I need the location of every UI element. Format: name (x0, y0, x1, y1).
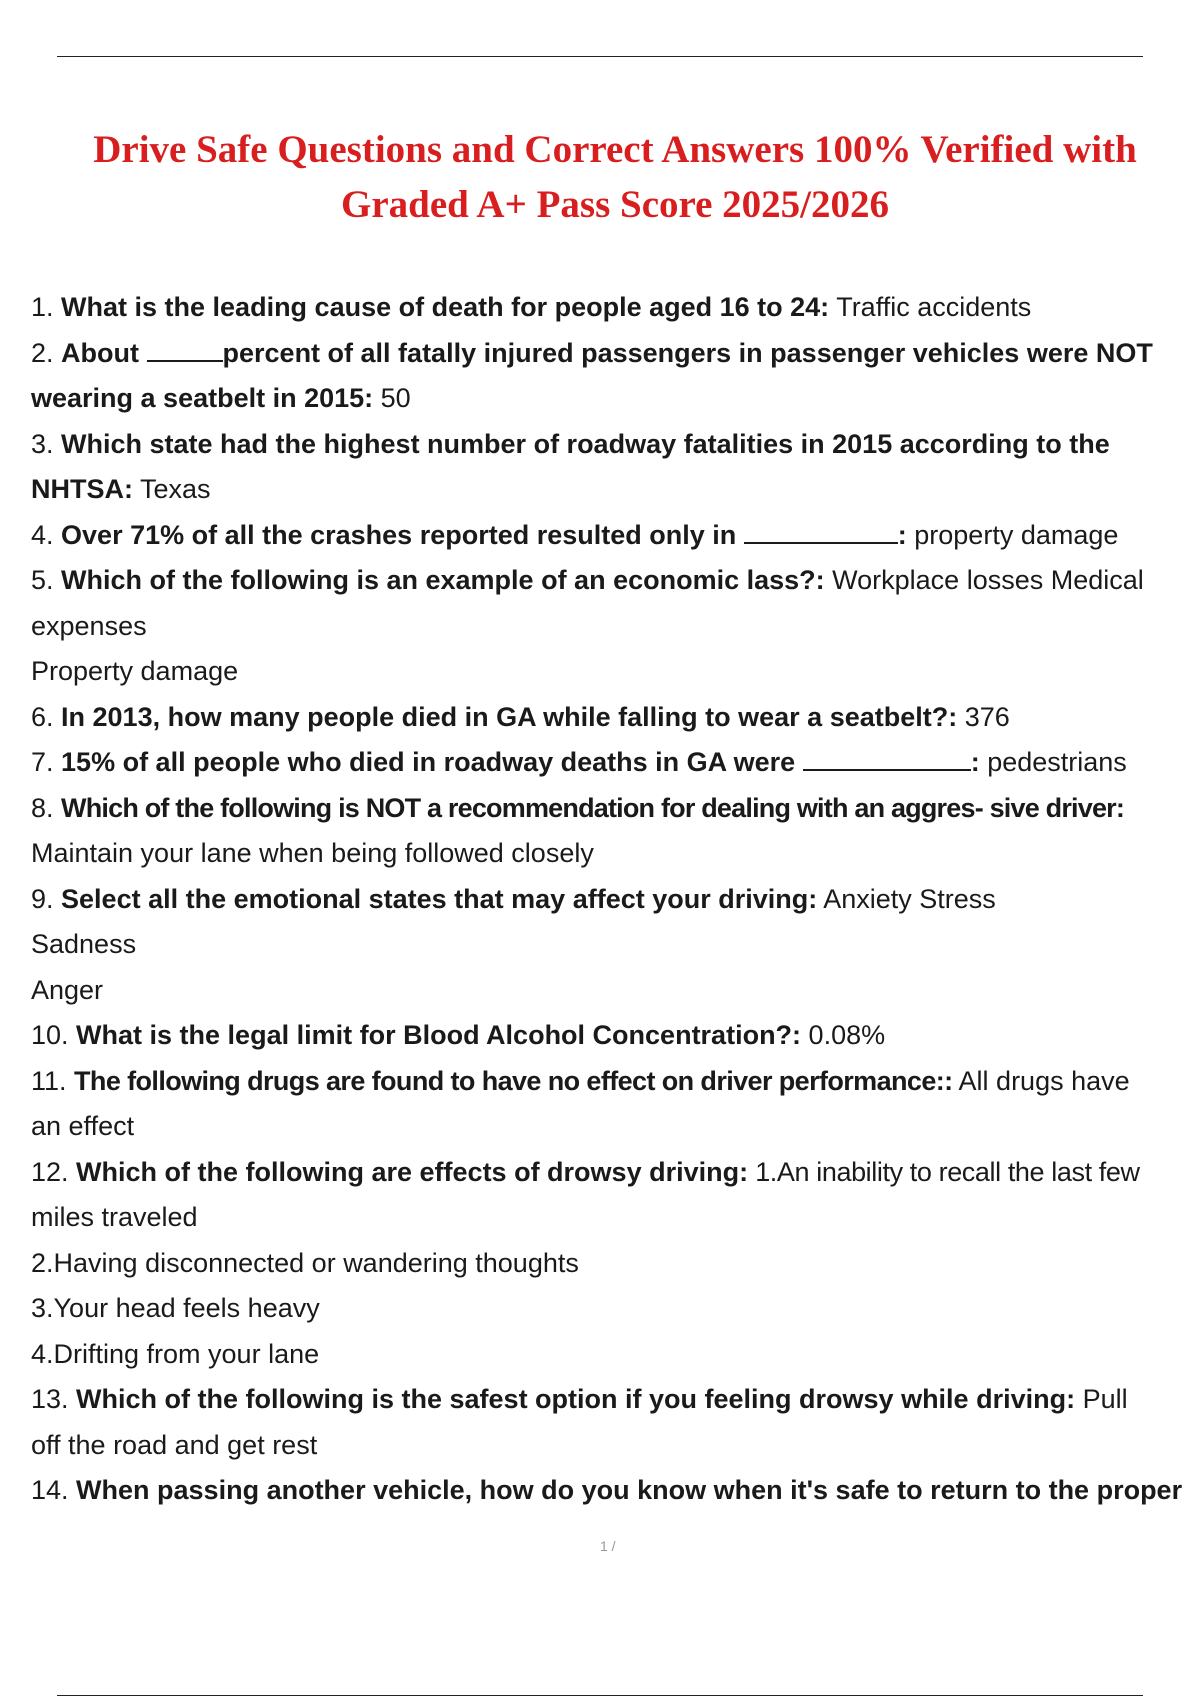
answer-text: Property damage (31, 656, 239, 686)
answer-line (31, 922, 1200, 968)
fill-blank (803, 747, 971, 771)
question-7: 7. 15% of all people who died in roadway deaths in GA were : pedestrians (31, 747, 1127, 777)
question-text: wearing a seatbelt in 2015: (31, 383, 374, 413)
question-text: NHTSA: (31, 474, 133, 504)
question-9: 9. Select all the emotional states that may affect your driving: Anxiety Stress (31, 883, 996, 914)
page-title (30, 122, 1200, 232)
answer-text: Pull (1075, 1384, 1128, 1414)
question-text: About (61, 337, 147, 368)
question-3: 3. Which state had the highest number of roadway fatalities in 2015 according to the (31, 428, 1110, 459)
answer-text: off the road and get rest (31, 1429, 318, 1460)
answer-line (31, 1332, 1200, 1378)
answer-text: pedestrians (979, 747, 1127, 777)
answer-text: property damage (906, 519, 1119, 550)
answer-text: Maintain your lane when being followed closely (31, 838, 594, 868)
answer-text: Anxiety Stress (817, 883, 996, 914)
answer-text: 2.Having disconnected or wandering thoughts (31, 1247, 579, 1278)
answer-text: Traffic accidents (829, 292, 1032, 322)
question-4: 4. Over 71% of all the crashes reported resulted only in : property damage (31, 519, 1119, 550)
answer-line (31, 649, 1200, 695)
fill-blank (744, 520, 898, 544)
title-line-2: Graded A+ Pass Score 2025/2026 (341, 183, 889, 226)
answer-line (31, 1195, 1200, 1241)
title-line-1: Drive Safe Questions and Correct Answers 100% Verified with (93, 128, 1137, 171)
answer-text: 1.An inability to recall the last few (748, 1156, 1140, 1187)
answer-line (31, 1104, 1200, 1150)
answer-line (31, 968, 1200, 1014)
answer-line (31, 604, 1200, 650)
question-text: Which state had the highest number of roadway fatalities in 2015 according to the (61, 428, 1110, 459)
answer-text: Workplace losses Medical (824, 565, 1144, 595)
answer-text: All drugs have (952, 1065, 1130, 1096)
question-2: 2. About percent of all fatally injured passengers in passenger vehicles were NOT (31, 337, 1153, 368)
answer-text: expenses (31, 610, 147, 641)
answer-text: 3.Your head feels heavy (31, 1293, 320, 1323)
answer-text: miles traveled (31, 1202, 198, 1232)
answer-text: an effect (31, 1111, 135, 1141)
question-text: Select all the emotional states that may affect your driving: (61, 883, 818, 914)
question-text: What is the leading cause of death for people aged 16 to 24: (61, 292, 830, 322)
question-8: 8. Which of the following is NOT a recommendation for dealing with an aggres- sive driver: (31, 792, 1125, 823)
page-number: 1 / (600, 1538, 616, 1554)
question-text: percent of all fatally injured passengers in passenger vehicles were NOT (222, 337, 1153, 368)
question-text: Which of the following is the safest option if you feeling drowsy while driving: (76, 1384, 1076, 1414)
question-13: 13. Which of the following is the safest option if you feeling drowsy while driving: Pull (31, 1384, 1128, 1414)
question-text: 15% of all people who died in roadway deaths in GA were (61, 747, 803, 777)
question-14: 14. When passing another vehicle, how do you know when it's safe to return to the proper (31, 1475, 1183, 1505)
answer-text: 0.08% (801, 1020, 886, 1050)
question-list (31, 285, 1200, 1514)
answer-text: Sadness (31, 929, 137, 959)
question-text: Which of the following is an example of an economic lass?: (61, 565, 825, 595)
question-10: 10. What is the legal limit for Blood Alcohol Concentration?: 0.08% (31, 1020, 886, 1050)
fill-blank (147, 338, 223, 362)
question-2-cont (31, 376, 1200, 422)
answer-text: Anger (31, 974, 104, 1005)
answer-text: 4.Drifting from your lane (31, 1338, 320, 1369)
question-text: Which of the following are effects of drowsy driving: (76, 1156, 749, 1187)
question-text: What is the legal limit for Blood Alcohol Concentration?: (76, 1020, 802, 1050)
question-text: The following drugs are found to have no effect on driver performance:: (74, 1065, 953, 1096)
question-text: Which of the following is NOT a recommendation for dealing with an aggres- sive driver: (61, 792, 1125, 823)
question-11: 11. The following drugs are found to have no effect on driver performance:: All drugs have (31, 1065, 1130, 1096)
answer-text: 50 (373, 383, 411, 413)
question-6: 6. In 2013, how many people died in GA while falling to wear a seatbelt?: 376 (31, 701, 1010, 732)
question-12: 12. Which of the following are effects of drowsy driving: 1.An inability to recall the last few (31, 1156, 1140, 1187)
answer-line (31, 1423, 1200, 1469)
question-5: 5. Which of the following is an example of an economic lass?: Workplace losses Medical (31, 565, 1144, 595)
question-1: 1. What is the leading cause of death for people aged 16 to 24: Traffic accidents (31, 292, 1032, 322)
question-text: Over 71% of all the crashes reported resulted only in (61, 519, 744, 550)
question-text: In 2013, how many people died in GA while falling to wear a seatbelt?: (61, 701, 958, 732)
answer-line (31, 1286, 1200, 1332)
question-text: When passing another vehicle, how do you know when it's safe to return to the proper (76, 1475, 1183, 1505)
answer-text: 376 (957, 701, 1010, 732)
top-rule (57, 56, 1143, 57)
question-3-cont (31, 467, 1200, 513)
bottom-rule (57, 1695, 1143, 1696)
answer-text: Texas (133, 474, 211, 504)
answer-line (31, 831, 1200, 877)
answer-line (31, 1241, 1200, 1287)
